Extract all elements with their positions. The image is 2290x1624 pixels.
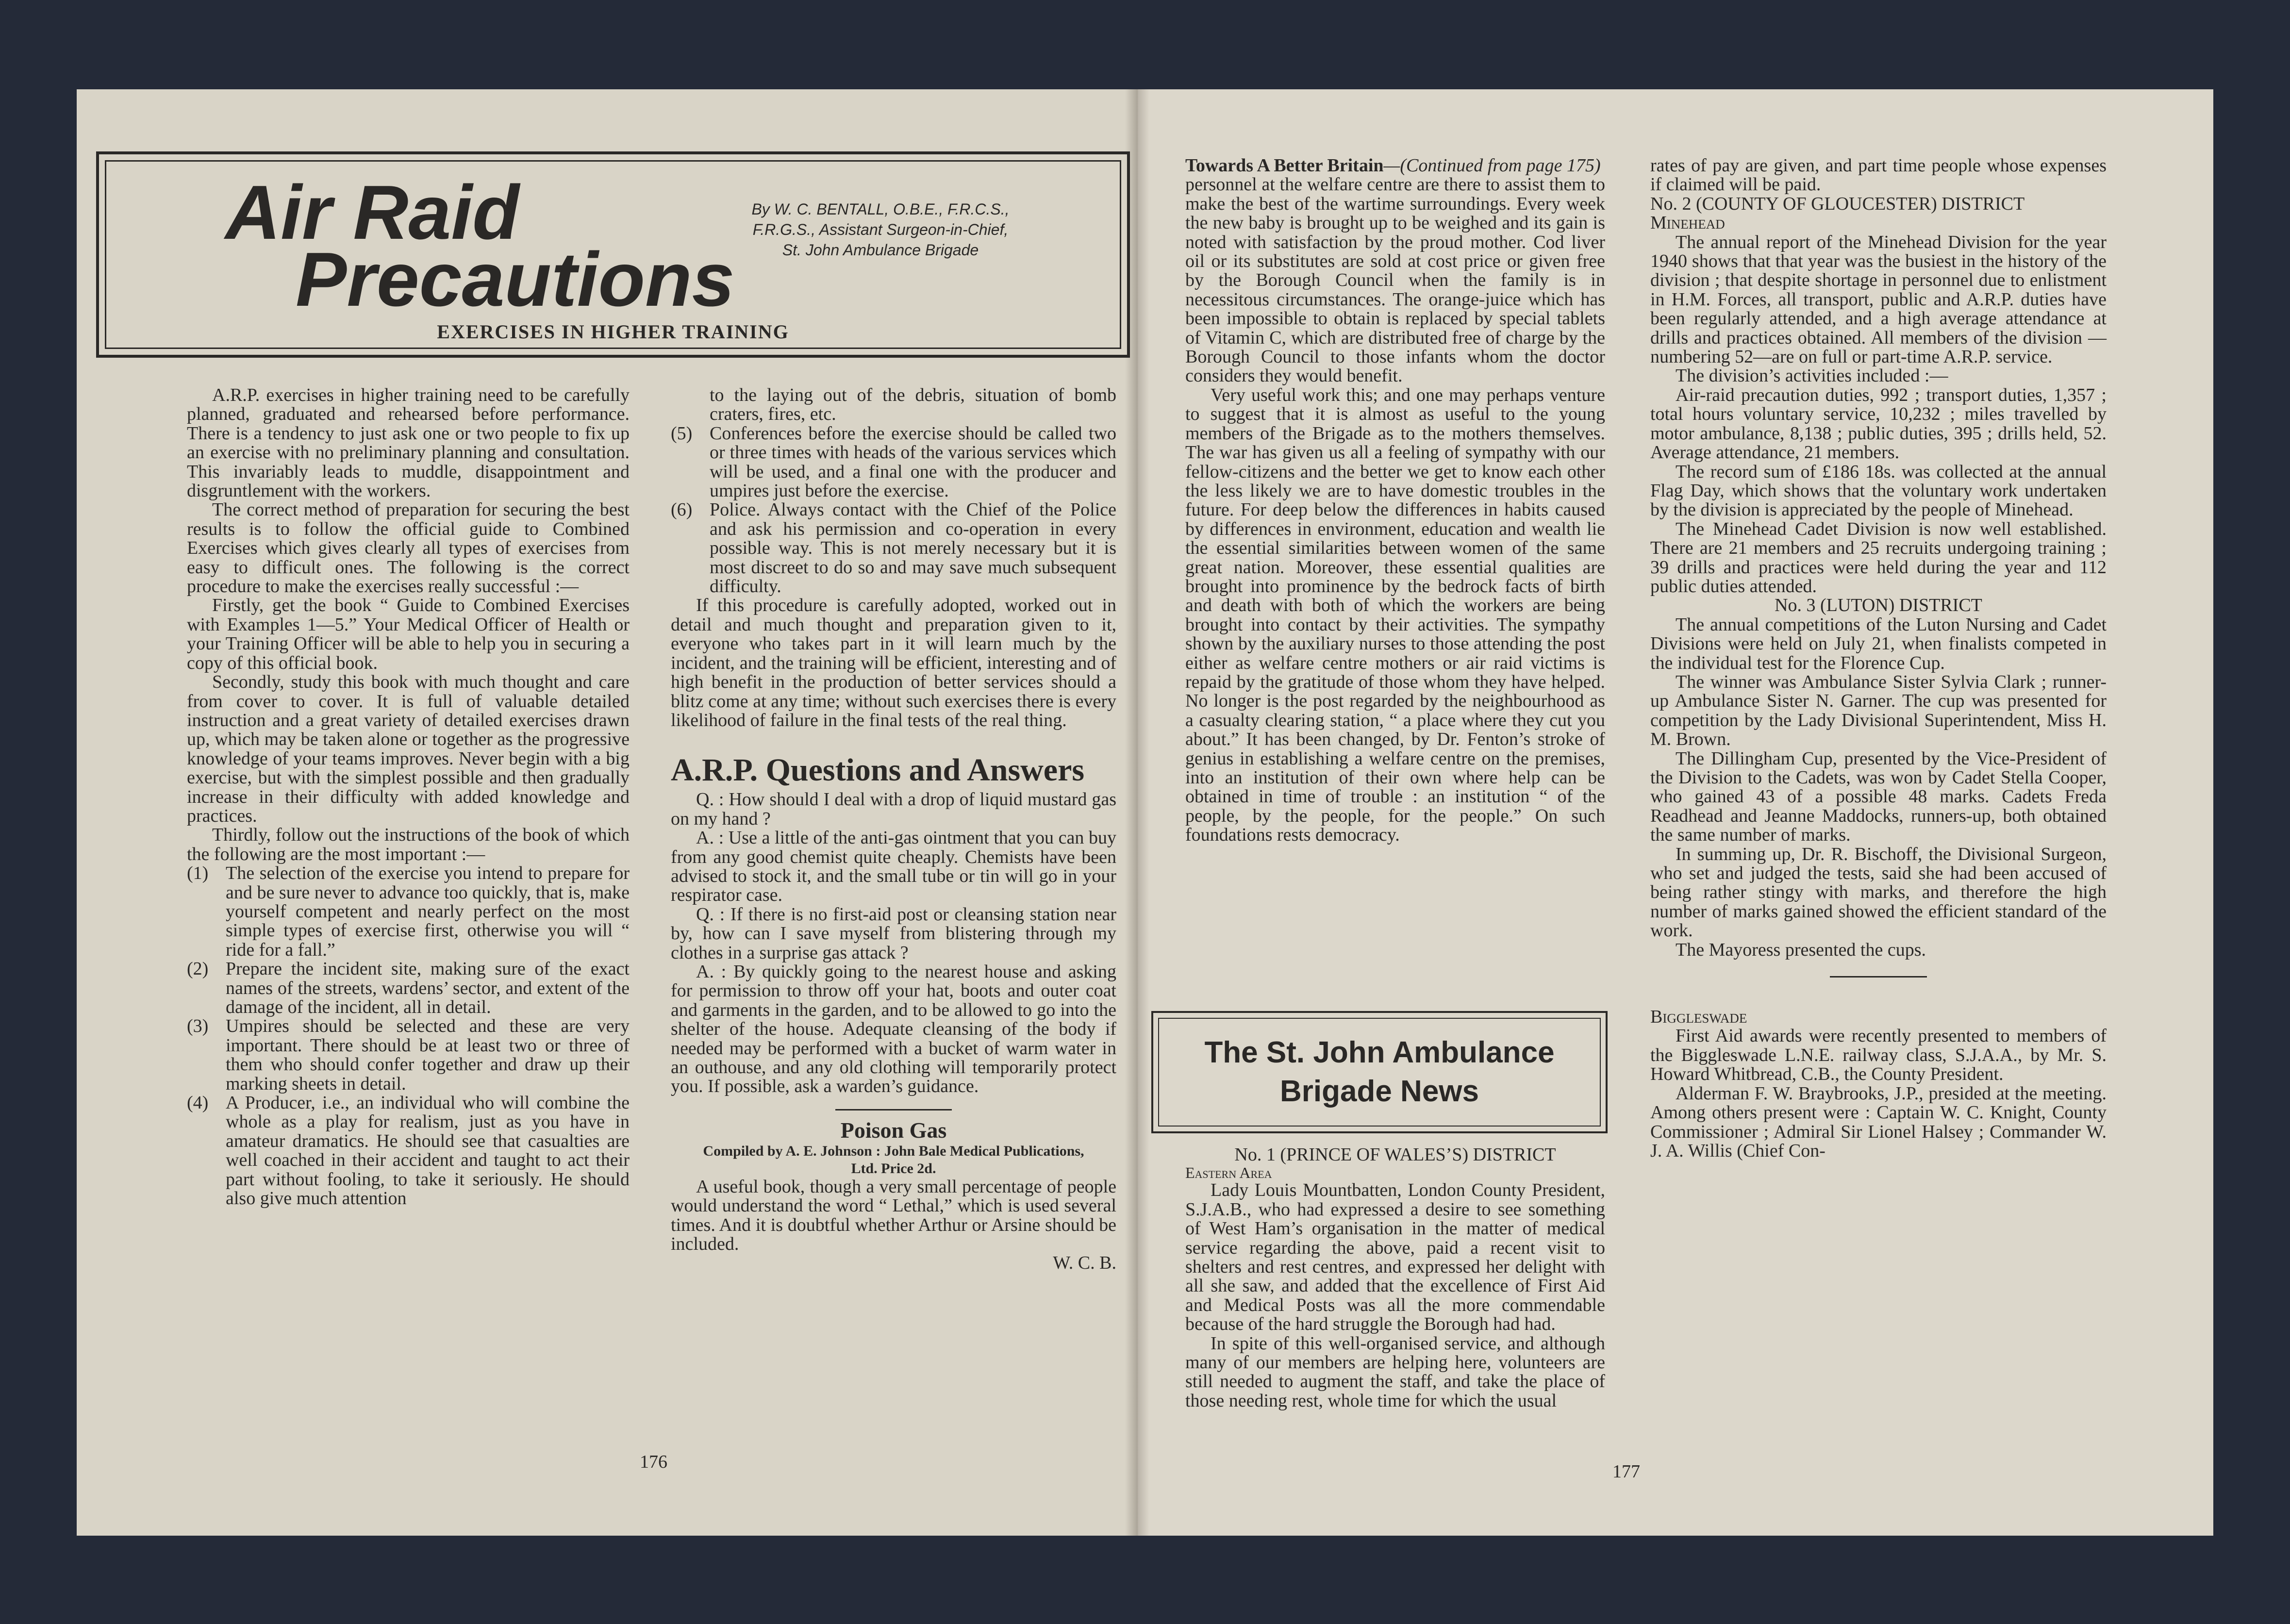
qa-item: A. : Use a little of the anti-gas ointment that you can buy from any good chemist quite cheaply. Chemists have been advised to stock it, and the small tube or tin will go in your respirator case. — [671, 828, 1116, 906]
news-title-line2: Brigade News — [1279, 1075, 1479, 1108]
district-subheading: Biggleswade — [1650, 1007, 1747, 1027]
paragraph: First Aid awards were recently presented to members of the Biggleswade L.N.E. railway class, S.J.A.A., by Mr. S. Howard Whitbread, C.B., the County President. — [1650, 1026, 2107, 1085]
divider — [1830, 976, 1927, 978]
right-column-2 — [1650, 156, 2107, 1160]
list-item: (3) Umpires should be selected and these are very important. There should be at least two or three of them who should confer together and draw up their marking sheets in detail. — [187, 1016, 630, 1094]
paragraph: If this procedure is carefully adopted, worked out in detail and much thought and preparation given to it, everyone who takes part in it will learn much by the incident, and the training will be efficient, interesting and of high benefit in the production of better services should a blitz come at any time; without such exercises there is every likelihood of failure in the final tests of the real thing. — [671, 595, 1116, 730]
paragraph: Secondly, study this book with much thought and care from cover to cover. It is full of valuable detailed instruction and a great variety of detailed exercises drawn up, which may be taken alone or together as the progressive knowledge of your teams improves. Never begin with a big exercise, but with the simplest possible and then gradually increase in their difficulty with added knowledge and practices. — [187, 672, 630, 826]
article-title-line1: Air Raid — [225, 170, 519, 255]
poison-gas-heading: Poison Gas — [840, 1117, 947, 1143]
news-title-line1: The St. John Ambulance — [1204, 1036, 1555, 1069]
byline: By W. C. BENTALL, O.B.E., F.R.C.S., F.R.G.S., Assistant Surgeon-in-Chief, St. John Ambulance Brigade — [751, 200, 1010, 259]
paragraph: In spite of this well-organised service, and although many of our members are helping here, volunteers are still needed to augment the staff, and take the place of those needing rest, whole time for which the usual — [1185, 1333, 1605, 1411]
list-item: (1) The selection of the exercise you intend to prepare for and be sure never to advance too quickly, that is, make yourself competent and nearly perfect on the most simple types of exercise first, otherwise you will “ ride for a fall.” — [187, 863, 630, 960]
paragraph: The winner was Ambulance Sister Sylvia Clark ; runner-up Ambulance Sister N. Garner. The cup was presented for competition by the Lady Divisional Superintendent, Miss H. M. Brown. — [1650, 671, 2107, 750]
qa-item: Q. : How should I deal with a drop of liquid mustard gas on my hand ? — [671, 789, 1116, 829]
district-heading: No. 1 (PRINCE OF WALES’S) DISTRICT — [1234, 1144, 1556, 1165]
qa-item: Q. : If there is no first-aid post or cleansing station near by, how can I save myself from blistering through my clothes in a surprise gas attack ? — [671, 904, 1116, 963]
paragraph: The record sum of £186 18s. was collected at the annual Flag Day, which shows that the voluntary work undertaken by the division is appreciated by the people of Minehead. — [1650, 461, 2107, 520]
qa-item: A. : By quickly going to the nearest house and asking for permission to throw off your hat, boots and outer coat and garments in the garden, and to be allowed to go into the shelter of the house. Adequate cleansing of the body if needed may be performed with a bucket of warm water in an outhouse, and any old clothing will temporarily protect you. If possible, ask a warden’s guidance. — [671, 961, 1116, 1097]
continued-heading: Towards A Better Britain—(Continued from page 175) — [1185, 155, 1601, 176]
right-column-1-news — [1185, 1145, 1605, 1410]
paragraph: The annual report of the Minehead Division for the year 1940 shows that that year was the busiest in the history of the division ; that despite shortage in personnel due to enlistment in H.M. Forces, all transport, public and A.R.P. duties have been regularly attended, and a high average attendance at drills and practices obtained. All members of the division —numbering 52—are on full or part-time A.R.P. service. — [1650, 232, 2107, 367]
divider — [835, 1109, 952, 1110]
page-number: 176 — [640, 1452, 667, 1472]
list-item: (4) A Producer, i.e., an individual who will combine the whole as a play for realism, just as you have in amateur dramatics. He should see that casualties are well coached in their accident and taught to act their part without fooling, to take it seriously. He should also give much attention — [187, 1093, 630, 1209]
poison-gas-compiled: Compiled by A. E. Johnson : John Bale Medical Publications, Ltd. Price 2d. — [703, 1143, 1084, 1177]
paragraph: Firstly, get the book “ Guide to Combined Exercises with Examples 1—5.” Your Medical Officer of Health or your Training Officer will be able to help you in securing a copy of this official book. — [187, 595, 630, 673]
news-title-box — [1151, 1011, 1608, 1133]
paragraph: The correct method of preparation for securing the best results is to follow the official guide to Combined Exercises which gives clearly all types of exercises from easy to difficult ones. The following is the correct procedure to make the exercises really successful :— — [187, 499, 630, 597]
district-subheading: Eastern Area — [1185, 1164, 1272, 1182]
paragraph: The annual competitions of the Luton Nursing and Cadet Divisions were held on July 21, when finalists competed in the individual test for the Florence Cup. — [1650, 614, 2107, 673]
paragraph: Alderman F. W. Braybrooks, J.P., presided at the meeting. Among others present were : Captain W. C. Knight, County Commissioner ; Admiral Sir Lionel Halsey ; Commander W. J. A. Willis (Chief Con- — [1650, 1083, 2107, 1161]
paragraph: In summing up, Dr. R. Bischoff, the Divisional Surgeon, who set and judged the tests, said she had been accused of being rather stingy with marks, and therefore the high number of marks gained showed the efficient standard of the work. — [1650, 844, 2107, 941]
list-item: (2) Prepare the incident site, making sure of the exact names of the streets, wardens’ sector, and extent of the damage of the incident, all in detail. — [187, 959, 630, 1017]
list-item: (5) Conferences before the exercise should be called two or three times with heads of the various services which will be used, and a final one with the producer and umpires just before the exercise. — [671, 423, 1116, 501]
qa-heading: A.R.P. Questions and Answers — [671, 752, 1085, 788]
paragraph: Lady Louis Mountbatten, London County President, S.J.A.B., who had expressed a desire to see something of West Ham’s organisation in the matter of medical service regarding the above, paid a recent visit to shelters and rest centres, and expressed her delight with all she saw, and added that the excellence of First Aid and Medical Posts was all the more commendable because of the hard struggle the Borough had had. — [1185, 1180, 1605, 1335]
paragraph: Thirdly, follow out the instructions of the book of which the following are the most important :— — [187, 825, 630, 864]
district-heading: No. 2 (COUNTY OF GLOUCESTER) DISTRICT — [1650, 193, 2025, 214]
paragraph: The Minehead Cadet Division is now well established. There are 21 members and 25 recruits undergoing training ; 39 drills and practices were held during the year and 112 public duties attended. — [1650, 518, 2107, 597]
paragraph: The Dillingham Cup, presented by the Vice-President of the Division to the Cadets, was won by Cadet Stella Cooper, who gained 43 of a possible 48 marks. Cadets Freda Readhead and Jeanne Maddocks, runners-up, both obtained the same number of marks. — [1650, 748, 2107, 845]
right-column-1 — [1185, 156, 1605, 845]
paragraph: A useful book, though a very small percentage of people would understand the word “ Lethal,” which is used several times. And it is doubtful whether Arthur or Arsine should be included. — [671, 1176, 1116, 1255]
district-heading: No. 3 (LUTON) DISTRICT — [1775, 595, 1982, 616]
article-subtitle: EXERCISES IN HIGHER TRAINING — [437, 321, 789, 343]
paragraph: A.R.P. exercises in higher training need to be carefully planned, graduated and rehearsed before performance. There is a tendency to just ask one or two people to fix up an exercise with no preliminary planning and consultation. This invariably leads to muddle, disappointment and disgruntlement with the workers. — [187, 385, 630, 501]
list-item: (6) Police. Always contact with the Chief of the Police and ask his permission and co-operation in every possible way. This is not merely necessary but it is most discreet to do so and may save much subsequent difficulty. — [671, 499, 1116, 597]
list-continuation: to the laying out of the debris, situation of bomb craters, fires, etc. — [710, 385, 1116, 425]
article-title-line2: Precautions — [296, 237, 735, 322]
paragraph: Air-raid precaution duties, 992 ; transport duties, 1,357 ; total hours voluntary service, 10,232 ; miles travelled by motor ambulance, 8,138 ; public duties, 395 ; drills held, 52. Average attendance, 21 members. — [1650, 384, 2107, 463]
paragraph: rates of pay are given, and part time people whose expenses if claimed will be paid. — [1650, 155, 2107, 195]
article-title-box — [96, 151, 1130, 358]
paragraph: personnel at the welfare centre are there to assist them to make the best of the wartime surroundings. Every week the new baby is brought up to be weighed and its gain is noted with satisfaction by the proud mother. Cod liver oil or its substitutes are sold at cost price or given free by the Borough Council when the family is in necessitous circumstances. The orange-juice which has been impossible to obtain is replaced by special tablets of Vitamin C, which are distributed free of charge by the Borough Council to those infants whom the doctor considers they would benefit. — [1185, 174, 1605, 386]
paragraph: The Mayoress presented the cups. — [1676, 939, 1926, 960]
signature: W. C. B. — [1053, 1253, 1116, 1274]
left-column-2 — [671, 386, 1116, 1273]
paragraph: Very useful work this; and one may perhaps venture to suggest that it is almost as useful to the young members of the Brigade as to the mothers themselves. The war has given us all a feeling of sympathy with our fellow-citizens and the better we get to know each other the less likely we are to have domestic troubles in the future. For deep below the differences in habits caused by differences in environment, education and wealth lie the essential similarities between women of the same great nation. Moreover, these essential qualities are brought into prominence by the bedrock facts of birth and death with both of which the workers are being brought into contact by their activities. The sympathy shown by the auxiliary nurses to those attending the post either as welfare centre mothers or air raid victims is repaid by the gratitude of those whom they have helped. No longer is the post regarded by the neighbourhood as a casualty clearing station, “ a place where they cut you about.” It has been changed, by Dr. Fenton’s stroke of genius in establishing a welfare centre on the premises, into an institution of their own where help can be obtained in time of trouble : an institution “ of the people, by the people, for the people.” On such foundations rests democracy. — [1185, 384, 1605, 845]
left-column-1 — [187, 386, 630, 1208]
district-subheading: Minehead — [1650, 213, 1725, 233]
page-number: 177 — [1612, 1461, 1640, 1482]
paragraph: The division’s activities included :— — [1676, 365, 1948, 386]
